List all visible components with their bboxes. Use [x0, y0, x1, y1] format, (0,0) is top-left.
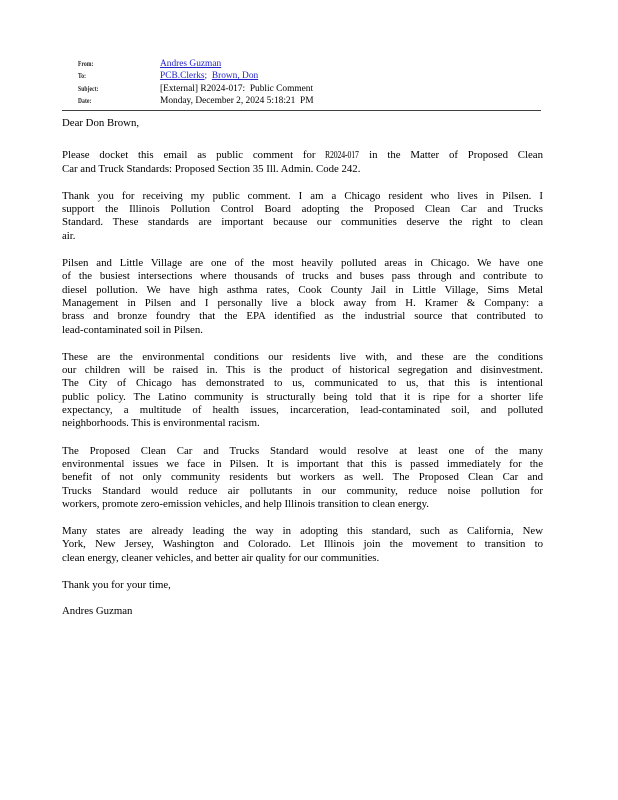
- paragraph-line: benefit of not only community residents but workers as well. The Proposed Clean Car and: [62, 471, 543, 484]
- to-recipient-link-brown-don[interactable]: Brown, Don: [211, 71, 259, 82]
- salutation: Dear Don Brown,: [62, 117, 140, 129]
- closing-line: Thank you for your time,: [62, 579, 171, 592]
- docket-number: R2024-017: [325, 150, 360, 162]
- paragraph: [62, 257, 543, 337]
- from-value: [160, 58, 221, 70]
- header-divider: [62, 110, 541, 111]
- from-label: From:: [78, 60, 94, 68]
- paragraph-line: air.: [62, 229, 76, 242]
- to-label: To:: [78, 72, 87, 81]
- paragraph-line: These are the environmental conditions our residents live with, and these are the conditions: [62, 350, 543, 363]
- paragraph-line: public policy. The Latino community is structurally being told that it is ripe for a shorter life: [62, 390, 543, 403]
- paragraph: [62, 525, 543, 565]
- recipient-separator: ;: [204, 71, 212, 82]
- email-header: [78, 56, 548, 105]
- paragraph-line: Many states are already leading the way in adopting this standard, such as California, New: [62, 525, 543, 538]
- header-row-subject: [78, 81, 548, 93]
- paragraph-line: diesel pollution. We have high asthma rates, Cook County Jail in Little Village, Sims Metal: [62, 283, 543, 296]
- paragraph-line: Standard. These standards are important because our communities deserve the right to clean: [62, 216, 543, 229]
- signature-name: Andres Guzman: [62, 605, 133, 618]
- subject-value: [External] R2024-017: Public Comment: [160, 83, 314, 94]
- letter-body: [62, 117, 543, 619]
- paragraph-line: clean energy, cleaner vehicles, and better air quality for our communities.: [62, 551, 380, 564]
- paragraph-line: Management in Pilsen and I personally live a block away from H. Kramer & Company: a: [62, 296, 543, 309]
- header-row-to: [78, 68, 548, 80]
- paragraph: [62, 445, 543, 511]
- docket-text-before: Please docket this email as public comment for: [62, 149, 326, 162]
- paragraph-line: of the busiest intersections where thousands of trucks and buses pass through and contribute to: [62, 270, 543, 283]
- from-sender-link[interactable]: Andres Guzman: [160, 59, 222, 69]
- paragraph-line: Trucks Standard would reduce air pollutants in our community, reduce noise pollution for: [62, 484, 543, 497]
- paragraph-line: Thank you for receiving my public comment. I am a Chicago resident who lives in Pilsen. I: [62, 189, 543, 202]
- subject-label: Subject:: [78, 84, 99, 93]
- paragraph-line: brass and bronze foundry that the EPA identified as the industrial source that contributed to: [62, 310, 543, 323]
- date-label: Date:: [78, 96, 92, 105]
- paragraph-line: support the Illinois Pollution Control Board adopting the Proposed Clean Car and Trucks: [62, 203, 543, 216]
- paragraph-line: Pilsen and Little Village are one of the most heavily polluted areas in Chicago. We have one: [62, 257, 543, 270]
- paragraph-line: The Proposed Clean Car and Trucks Standard would resolve at least one of the many: [62, 444, 543, 457]
- paragraph-line: environmental issues we face in Pilsen. It is important that this is passed immediately for the: [62, 457, 543, 470]
- to-recipient-link-pcb-clerks[interactable]: PCB.Clerks: [160, 71, 205, 82]
- header-row-date: [78, 93, 548, 105]
- docket-text-after: in the Matter of Proposed Clean: [359, 149, 543, 162]
- paragraph-line: lead-contaminated soil in Pilsen.: [62, 323, 203, 336]
- paragraph-line: neighborhoods. This is environmental racism.: [62, 417, 260, 430]
- paragraph-line: The City of Chicago has demonstrated to us, communicated to us, that this is intentional: [62, 377, 543, 390]
- paragraph-line: workers, promote zero-emission vehicles, and help Illinois transition to clean energy.: [62, 497, 429, 510]
- paragraph-line: expectancy, a multitude of health issues, incarceration, lead-contaminated soil, and polluted: [62, 404, 543, 417]
- to-value: [160, 70, 258, 82]
- header-row-from: [78, 56, 548, 68]
- paragraph-line: our children will be raised in. This is the product of historical segregation and disinvestment.: [62, 364, 543, 377]
- paragraph: [62, 351, 543, 431]
- paragraph-line: Car and Truck Standards: Proposed Section 35 Ill. Admin. Code 242.: [62, 162, 361, 175]
- letter-paragraphs: [62, 149, 543, 565]
- paragraph: [62, 149, 543, 176]
- paragraph: [62, 190, 543, 243]
- paragraph-line: [62, 149, 543, 162]
- date-value: Monday, December 2, 2024 5:18:21 PM: [160, 95, 314, 106]
- paragraph-line: York, New Jersey, Washington and Colorado. Let Illinois join the movement to transition to: [62, 538, 543, 551]
